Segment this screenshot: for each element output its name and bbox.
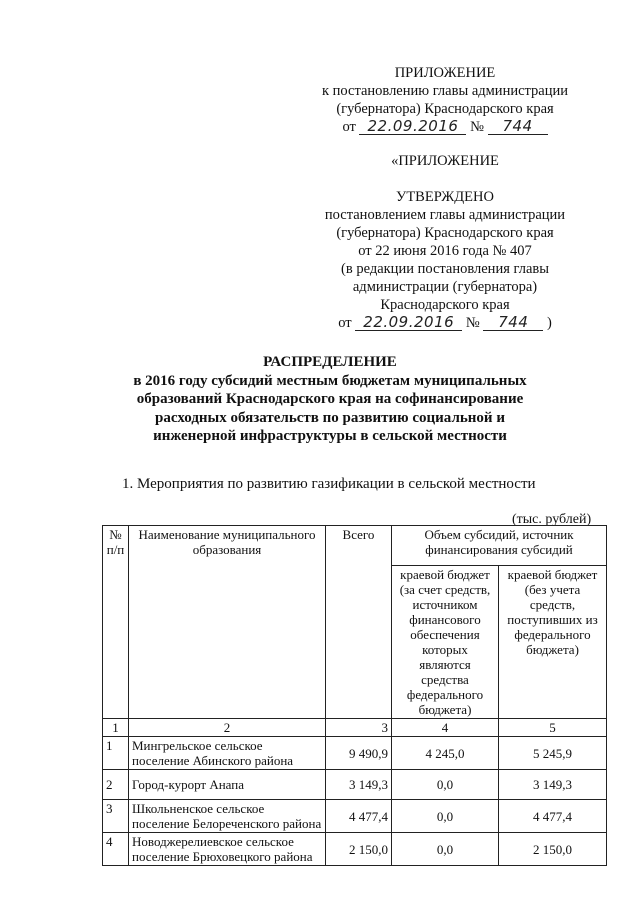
row-fed: 0,0 <box>392 770 499 800</box>
row-reg: 3 149,3 <box>499 770 607 800</box>
appendix-line: (губернатора) Краснодарского края <box>336 101 554 117</box>
table-row <box>103 737 607 770</box>
closing-paren: ) <box>546 315 552 331</box>
appendix-line: к постановлению главы администрации <box>321 83 569 99</box>
appendix-date-line <box>300 118 590 136</box>
row-name: Мингрельское сельское поселение Абинского района <box>129 737 326 770</box>
row-total: 2 150,0 <box>326 833 392 866</box>
approved-line: (в редакции постановления главы <box>341 261 549 277</box>
appendix-title: ПРИЛОЖЕНИЕ <box>394 65 496 81</box>
approved-date-line <box>300 314 590 332</box>
header-name: Наименование муниципального образования <box>129 526 326 719</box>
document-title <box>100 353 560 446</box>
row-num: 1 <box>103 737 129 770</box>
index-cell: 5 <box>499 719 607 737</box>
approved-title: УТВЕРЖДЕНО <box>396 189 494 205</box>
table-row <box>103 770 607 800</box>
title-line: инженерной инфраструктуры в сельской местности <box>153 428 507 444</box>
table-row <box>103 800 607 833</box>
subsidy-table <box>102 525 607 866</box>
from-label: от <box>342 119 356 135</box>
row-total: 9 490,9 <box>326 737 392 770</box>
approved-header <box>300 152 590 332</box>
title-line: расходных обязательств по развитию социальной и <box>155 409 505 426</box>
appendix-quote: «ПРИЛОЖЕНИЕ <box>391 153 499 169</box>
title-line: образований Краснодарского края на софинансирование <box>136 391 524 407</box>
number-label: № <box>470 119 484 135</box>
header-total: Всего <box>326 526 392 719</box>
header-fed: краевой бюджет (за счет средств, источником финансового обеспечения которых являются средства федерального бюджета) <box>392 566 499 719</box>
approved-line: Краснодарского края <box>380 297 510 313</box>
row-fed: 0,0 <box>392 833 499 866</box>
row-total: 4 477,4 <box>326 800 392 833</box>
header-reg: краевой бюджет (без учета средств, поступивших из федерального бюджета) <box>499 566 607 719</box>
units-label: (тыс. рублей) <box>512 512 592 527</box>
appendix-header <box>300 64 590 136</box>
handwritten-number: 744 <box>488 119 548 135</box>
handwritten-number: 744 <box>483 315 543 331</box>
index-cell: 1 <box>103 719 129 737</box>
row-reg: 4 477,4 <box>499 800 607 833</box>
title-line: в 2016 году субсидий местным бюджетам муниципальных <box>133 372 527 389</box>
row-name: Новоджерелиевское сельское поселение Брюховецкого района <box>129 833 326 866</box>
header-group: Объем субсидий, источник финансирования субсидий <box>392 526 607 566</box>
row-name: Город-курорт Анапа <box>129 770 326 800</box>
row-fed: 0,0 <box>392 800 499 833</box>
number-label: № <box>465 315 480 331</box>
index-cell: 2 <box>129 719 326 737</box>
from-label: от <box>338 315 352 331</box>
index-row <box>103 719 607 737</box>
row-total: 3 149,3 <box>326 770 392 800</box>
header-num: № п/п <box>103 526 129 719</box>
row-reg: 5 245,9 <box>499 737 607 770</box>
row-num: 4 <box>103 833 129 866</box>
row-num: 3 <box>103 800 129 833</box>
spacer <box>300 170 590 188</box>
row-num: 2 <box>103 770 129 800</box>
approved-line: постановлением главы администрации <box>324 207 566 223</box>
approved-line: от 22 июня 2016 года № 407 <box>358 243 532 259</box>
approved-line: администрации (губернатора) <box>352 279 538 295</box>
table-row <box>103 833 607 866</box>
row-reg: 2 150,0 <box>499 833 607 866</box>
section-heading: 1. Мероприятия по развитию газификации в сельской местности <box>122 476 536 492</box>
row-fed: 4 245,0 <box>392 737 499 770</box>
handwritten-date: 22.09.2016 <box>355 315 462 331</box>
row-name: Школьненское сельское поселение Белореченского района <box>129 800 326 833</box>
handwritten-date: 22.09.2016 <box>359 119 466 135</box>
approved-line: (губернатора) Краснодарского края <box>336 225 554 241</box>
index-cell: 3 <box>326 719 392 737</box>
title-line: РАСПРЕДЕЛЕНИЕ <box>263 354 397 370</box>
index-cell: 4 <box>392 719 499 737</box>
